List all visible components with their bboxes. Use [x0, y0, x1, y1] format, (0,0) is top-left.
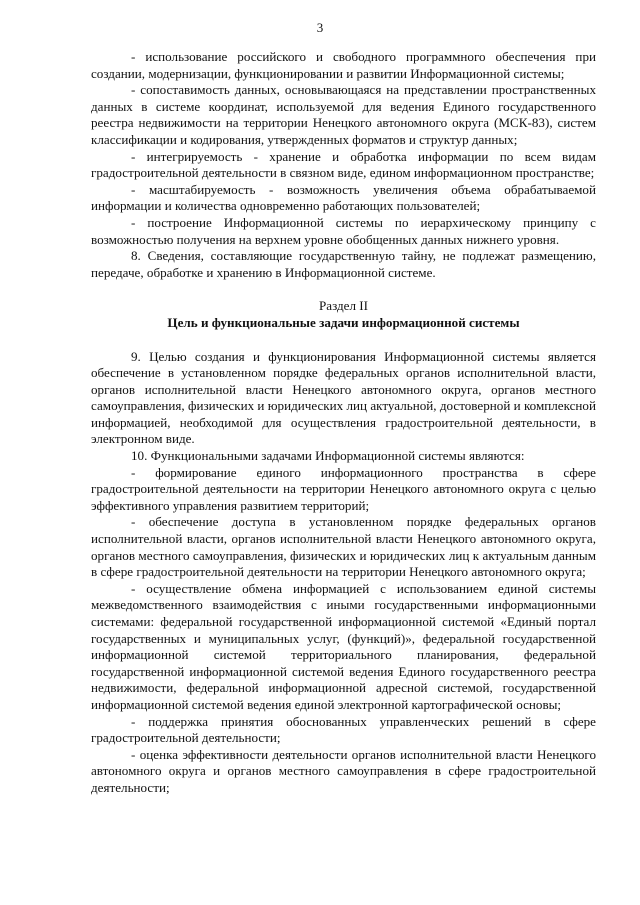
paragraph-information-exchange: - осуществление обмена информацией с использованием единой системы межведомственного взаимодействия с иными государственными информационными системами: федеральной государственной информационной системой «Единый портал государственных и муниципальных услуг, (функций)», федеральной государственной информационной системой территориального планирования, федеральной государственной информационной системой ведения Единого государственного реестра недвижимости, федеральной информационной адресной системой, государственной информационной системой ведения единой электронной картографической основы; — [91, 580, 596, 712]
paragraph-data-comparability: - сопоставимость данных, основывающаяся на представлении пространственных данных в системе координат, используемой для ведения Единого государственного реестра недвижимости на территории Ненецкого автономного округа (МСК-83), систем классификации и кодирования, утвержденных форматов и структур данных; — [91, 82, 596, 147]
paragraph-efficiency-assessment: - оценка эффективности деятельности органов исполнительной власти Ненецкого автономного округа и органов местного самоуправления в сфере градостроительной деятельности; — [91, 746, 596, 795]
paragraph-item-8: 8. Сведения, составляющие государственную тайну, не подлежат размещению, передаче, обработке и хранению в Информационной системе. — [91, 248, 596, 280]
section-spacer — [91, 332, 596, 349]
paragraph-item-9: 9. Целью создания и функционирования Информационной системы является обеспечение в установленном порядке федеральных органов исполнительной власти, органов исполнительной власти Ненецкого автономного округа, органов местного самоуправления, физических и юридических лиц актуальной, достоверной и комплексной информацией, необходимой для осуществления градостроительной деятельности, в электронном виде. — [91, 348, 596, 447]
section-heading — [91, 298, 596, 331]
paragraph-open-source: - использование российского и свободного программного обеспечения при создании, модернизации, функционировании и развитии Информационной системы; — [91, 49, 596, 81]
paragraph-integrability: - интегрируемость - хранение и обработка информации по всем видам градостроительной деятельности в связном виде, едином информационном пространстве; — [91, 148, 596, 181]
paragraph-unified-space: - формирование единого информационного пространства в сфере градостроительной деятельности на территории Ненецкого автономного округа с целью эффективного управления развитием территорий; — [91, 464, 596, 513]
paragraph-scalability: - масштабируемость - возможность увеличения объема обрабатываемой информации и количества одновременно работающих пользователей; — [91, 181, 596, 214]
paragraph-hierarchy: - построение Информационной системы по иерархическому принципу с возможностью получения на верхнем уровне обобщенных данных нижнего уровня. — [91, 214, 596, 247]
page-number: 3 — [316, 20, 324, 35]
section-title: Цель и функциональные задачи информационной системы — [167, 314, 520, 330]
document-body — [91, 49, 596, 797]
paragraph-decision-support: - поддержка принятия обоснованных управленческих решений в сфере градостроительной деятельности; — [91, 713, 596, 746]
paragraph-item-10: 10. Функциональными задачами Информационной системы являются: — [131, 448, 525, 464]
section-number: Раздел II — [318, 298, 369, 314]
paragraph-access: - обеспечение доступа в установленном порядке федеральных органов исполнительной власти, органов исполнительной власти Ненецкого автономного округа, органов местного самоуправления, физических и юридических лиц к актуальным данным в сфере градостроительной деятельности на территории Ненецкого автономного округа; — [91, 514, 596, 580]
